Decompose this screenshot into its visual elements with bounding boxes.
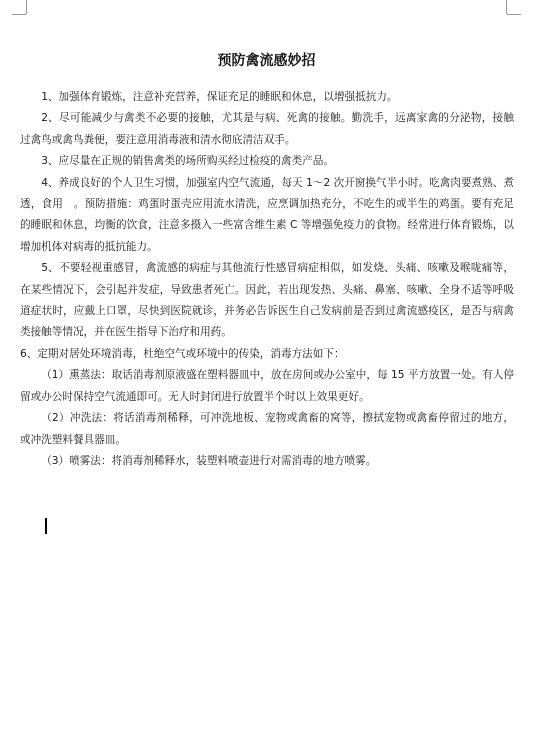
paragraph-6[interactable]: 6、定期对居处环境消毒，杜绝空气或环境中的传染，消毒方法如下： bbox=[20, 347, 345, 360]
paragraph-3[interactable]: 3、应尽量在正规的销售禽类的场所购买经过检疫的禽类产品。 bbox=[41, 155, 334, 168]
crop-mark-top-left bbox=[12, 14, 26, 15]
crop-mark-top-left bbox=[26, 0, 27, 14]
paragraph-fumigation[interactable]: （1）熏蒸法：取话消毒剂原液盛在塑料器皿中，放在房间或办公室中，每 15 平方放置一处。有人停留或办公时保持空气流通即可。无人时封闭进行放置半个时以上效果更好。 bbox=[20, 369, 514, 403]
document-title[interactable]: 预防禽流感妙招 bbox=[217, 53, 316, 69]
crop-mark-top-right bbox=[507, 14, 521, 15]
paragraph-1[interactable]: 1、加强体育锻炼，注意补充营养，保证充足的睡眠和休息，以增强抵抗力。 bbox=[41, 91, 398, 103]
paragraph-4[interactable]: 4、养成良好的个人卫生习惯，加强室内空气流通，每天 1～2 次开窗换气半小时。吃禽肉要煮熟、煮透，食用 。预防措施：鸡蛋时蛋壳应用流水清洗，应烹调加热充分，不吃生的或半生的鸡蛋。要有充足的睡眠和休息，均衡的饮食，注意多摄入一些富含维生素 C 等增强免疫力的食物。经常进行体育锻炼，以增加机体对病毒的抵抗能力。 bbox=[20, 176, 514, 253]
paragraph-5[interactable]: 5、不要轻视重感冒，禽流感的病症与其他流行性感冒病症相似，如发烧、头痛、咳嗽及喉咙痛等，在某些情况下，会引起并发症，导致患者死亡。因此，若出现发热、头痛、鼻塞、咳嗽、全身不适等呼吸道症状时，应戴上口罩，尽快到医院就诊，并务必告诉医生自己发病前是否到过禽流感疫区，是否与病禽类接触等情况，并在医生指导下治疗和用药。 bbox=[20, 262, 514, 339]
crop-mark-top-right bbox=[506, 0, 507, 14]
paragraph-spray[interactable]: （3）喷雾法：将消毒剂稀释水，装塑料喷壶进行对需消毒的地方喷雾。 bbox=[41, 454, 377, 467]
paragraph-2[interactable]: 2、尽可能减少与禽类不必要的接触，尤其是与病、死禽的接触。勤洗手，远离家禽的分泌物，接触过禽鸟或禽鸟粪便，要注意用消毒液和清水彻底清洁双手。 bbox=[20, 112, 514, 146]
text-cursor bbox=[45, 518, 47, 534]
document-body[interactable] bbox=[20, 87, 514, 472]
paragraph-rinse[interactable]: （2）冲洗法：将话消毒剂稀释，可冲洗地板、宠物或禽畜的窝等，擦拭宠物或禽畜停留过的地方，或冲洗塑料餐具器皿。 bbox=[20, 412, 514, 446]
